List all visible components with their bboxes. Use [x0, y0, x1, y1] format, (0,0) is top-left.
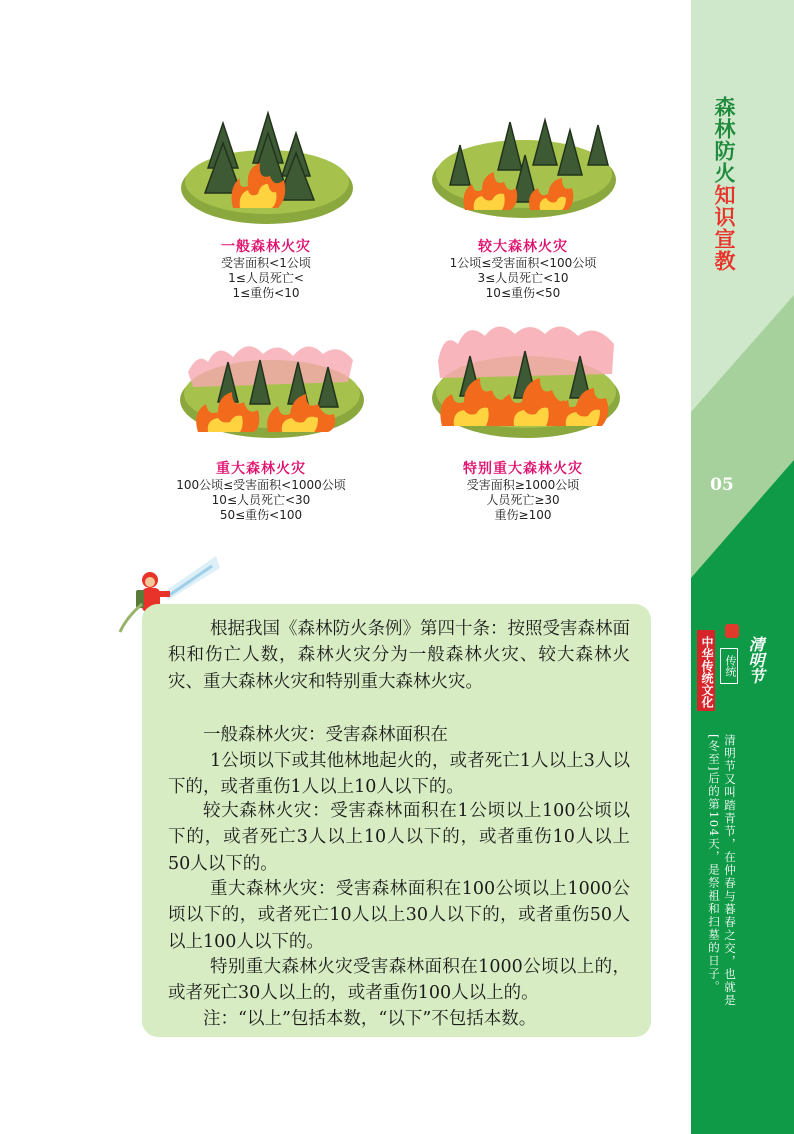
seal-icon: [725, 624, 739, 638]
caption-line: 重伤≥100: [494, 508, 552, 522]
side-title: [712, 96, 736, 272]
illustration-major-fire: [178, 332, 366, 442]
paragraph-intro: 根据我国《森林防火条例》第四十条：按照受害森林面积和伤亡人数，森林火灾分为一般森林火灾、较大森林火灾、重大森林火灾和特别重大森林火灾。: [168, 619, 630, 692]
caption-title: 一般森林火灾: [221, 239, 311, 255]
traditional-culture-logo: [697, 622, 787, 714]
caption-line: 受害面积<1公顷: [221, 256, 311, 270]
caption-line: 50≤重伤<100: [219, 508, 303, 522]
caption-line: 100公顷≤受害面积<1000公顷: [176, 478, 346, 492]
caption-line: 1≤重伤<10: [232, 286, 300, 300]
caption-title: 特别重大森林火灾: [463, 461, 583, 477]
paragraph-general-heading: 一般森林火灾：受害森林面积在: [203, 725, 448, 745]
caption-line: 人员死亡≥30: [486, 493, 560, 507]
logo-left-label: 中华传统文化: [697, 630, 715, 711]
paragraph-major: 重大森林火灾：受害森林面积在100公顷以上1000公顷以下的，或者死亡10人以上30人以下的，或者重伤50人以上100人以下的。: [168, 879, 630, 952]
caption-line: 10≤人员死亡<30: [211, 493, 311, 507]
side-title-green: 森林防火: [712, 96, 736, 184]
side-vertical-text-2: [冬至]后的第104天，是祭祖和扫墓的日子。: [707, 734, 721, 994]
illustration-general-fire: [178, 108, 356, 228]
caption-general: [177, 238, 355, 301]
caption-line: 1≤人员死亡<: [228, 271, 304, 285]
caption-title: 重大森林火灾: [216, 461, 306, 477]
side-vertical-text-1: 清明节又叫踏青节，在仲春与暮春之交，也就是: [723, 734, 737, 1007]
paragraph-extra-major: 特别重大森林火灾受害森林面积在1000公顷以上的，或者死亡30人以上的，或者重伤100人以上的。: [168, 957, 630, 1004]
caption-line: 1公顷≤受害面积<100公顷: [449, 256, 597, 270]
logo-main-title: 清明节: [746, 636, 765, 684]
paragraph-general-detail: 1公顷以下或其他林地起火的，或者死亡1人以上3人以下的，或者重伤1人以上10人以下的。: [168, 751, 630, 798]
paragraph-note: 注：“以上”包括本数，“以下”不包括本数。: [203, 1009, 537, 1029]
paragraph-large: 较大森林火灾：受害森林面积在1公顷以上100公顷以下的，或者死亡3人以上10人以下的，或者重伤10人以上50人以下的。: [168, 801, 630, 874]
caption-line: 3≤人员死亡<10: [477, 271, 569, 285]
caption-line: 10≤重伤<50: [485, 286, 561, 300]
illustration-large-fire: [430, 110, 618, 222]
caption-major: [157, 460, 365, 523]
logo-tag: 传统: [720, 648, 738, 684]
page-number: 05: [710, 475, 734, 495]
caption-large: [423, 238, 623, 301]
caption-line: 受害面积≥1000公顷: [466, 478, 580, 492]
side-title-red: 知识宣教: [712, 184, 736, 272]
caption-title: 较大森林火灾: [478, 239, 568, 255]
illustration-extra-major-fire: [430, 316, 622, 442]
caption-extra-major: [423, 460, 623, 523]
